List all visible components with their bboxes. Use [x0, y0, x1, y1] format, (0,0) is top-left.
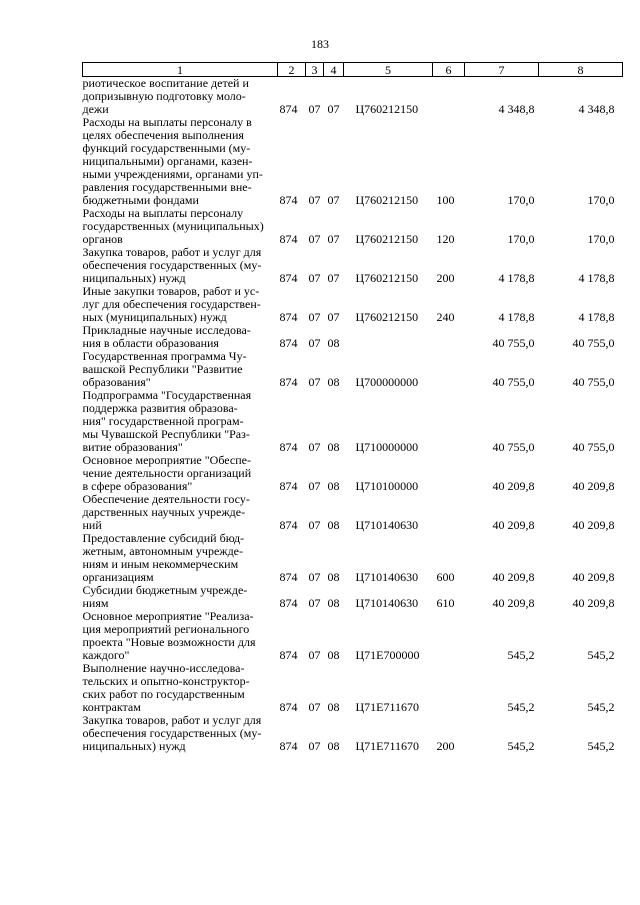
description-line: ских работ по государственным — [82, 687, 245, 701]
target-article-code: Ц760212150 — [355, 232, 419, 246]
subsection-code: 07 — [327, 271, 340, 285]
description-line: допризывную подготовку моло- — [82, 89, 246, 103]
row-description — [83, 324, 278, 350]
description-line: Субсидии бюджетным учрежде- — [82, 583, 248, 597]
grbs-code: 874 — [279, 375, 298, 389]
section-code: 07 — [308, 232, 321, 246]
description-line: дарственных научных учрежде- — [82, 505, 246, 519]
table-row — [83, 454, 623, 493]
expense-type-code — [433, 324, 465, 350]
description-line: государственных (муниципальных) — [82, 219, 264, 233]
grbs-code: 874 — [279, 648, 298, 662]
section-code: 07 — [308, 310, 321, 324]
row-description — [83, 285, 278, 324]
expense-type-code: 200 — [436, 739, 455, 753]
grbs-code: 874 — [279, 102, 298, 116]
description-line: равления государственными вне- — [82, 180, 252, 194]
subsection-code: 08 — [327, 440, 340, 454]
section-code: 07 — [308, 336, 321, 350]
description-line: Закупка товаров, работ и услуг для — [82, 245, 262, 259]
description-line: ния" государственной програм- — [82, 414, 244, 428]
row-description — [83, 246, 278, 285]
column-header-7: 7 — [465, 63, 539, 77]
subsection-code: 08 — [327, 700, 340, 714]
description-line: Иные закупки товаров, работ и ус- — [82, 284, 260, 298]
description-line: ниям и иным некоммерческим — [82, 557, 239, 571]
section-code: 07 — [308, 479, 321, 493]
subsection-code: 08 — [327, 518, 340, 532]
table-row — [83, 584, 623, 610]
subsection-code: 08 — [327, 336, 340, 350]
target-article-code: Ц710140630 — [355, 596, 419, 610]
description-line: луг для обеспечения государствен- — [82, 297, 261, 311]
budget-table — [82, 62, 623, 753]
amount-year-1: 40 209,8 — [492, 570, 535, 584]
description-line: Обеспечение деятельности госу- — [82, 492, 250, 506]
description-line: контрактам — [82, 700, 141, 714]
table-row — [83, 714, 623, 753]
grbs-code: 874 — [279, 596, 298, 610]
section-code: 07 — [308, 739, 321, 753]
row-description — [83, 610, 278, 662]
amount-year-2: 40 209,8 — [572, 518, 615, 532]
grbs-code: 874 — [279, 518, 298, 532]
description-line: организациям — [82, 570, 154, 584]
grbs-code: 874 — [279, 232, 298, 246]
description-line: органов — [82, 232, 123, 246]
expense-type-code: 120 — [436, 232, 455, 246]
description-line: Основное мероприятие "Реализа- — [82, 609, 254, 623]
row-description — [83, 584, 278, 610]
grbs-code: 874 — [279, 440, 298, 454]
subsection-code: 08 — [327, 648, 340, 662]
row-description — [83, 77, 278, 117]
table-row — [83, 285, 623, 324]
amount-year-2: 40 209,8 — [572, 596, 615, 610]
grbs-code: 874 — [279, 479, 298, 493]
amount-year-1: 40 755,0 — [492, 336, 535, 350]
subsection-code: 08 — [327, 739, 340, 753]
target-article-code: Ц71E711670 — [355, 700, 420, 714]
table-row — [83, 493, 623, 532]
row-description — [83, 662, 278, 714]
amount-year-2: 170,0 — [587, 232, 615, 246]
grbs-code: 874 — [279, 193, 298, 207]
column-header-4: 4 — [324, 63, 344, 77]
description-line: Расходы на выплаты персоналу в — [82, 115, 252, 129]
row-description — [83, 714, 278, 753]
row-description — [83, 350, 278, 389]
section-code: 07 — [308, 700, 321, 714]
table-row — [83, 610, 623, 662]
target-article-code: Ц760212150 — [355, 271, 419, 285]
subsection-code: 07 — [327, 102, 340, 116]
expense-type-code — [433, 610, 465, 662]
description-line: функций государственными (му- — [82, 141, 251, 155]
amount-year-2: 545,2 — [587, 739, 615, 753]
amount-year-2: 170,0 — [587, 193, 615, 207]
amount-year-1: 40 209,8 — [492, 596, 535, 610]
description-line: ний — [82, 518, 102, 532]
expense-type-code — [433, 493, 465, 532]
column-header-1: 1 — [83, 63, 278, 77]
description-line: витие образования" — [82, 440, 183, 454]
grbs-code: 874 — [279, 739, 298, 753]
section-code: 07 — [308, 648, 321, 662]
amount-year-1: 545,2 — [507, 648, 535, 662]
subsection-code: 08 — [327, 479, 340, 493]
table-row — [83, 116, 623, 207]
section-code: 07 — [308, 193, 321, 207]
description-line: Прикладные научные исследова- — [82, 323, 251, 337]
amount-year-2: 4 178,8 — [578, 310, 615, 324]
amount-year-2: 40 209,8 — [572, 479, 615, 493]
table-body — [83, 77, 623, 754]
column-header-3: 3 — [306, 63, 324, 77]
target-article-code: Ц760212150 — [355, 310, 419, 324]
description-line: Закупка товаров, работ и услуг для — [82, 713, 262, 727]
description-line: обеспечения государственных (му- — [82, 726, 262, 740]
subsection-code: 07 — [327, 193, 340, 207]
row-description — [83, 454, 278, 493]
description-line: риотическое воспитание детей и — [82, 76, 249, 90]
section-code: 07 — [308, 518, 321, 532]
description-line: ция мероприятий регионального — [82, 622, 250, 636]
section-code: 07 — [308, 271, 321, 285]
grbs-code: 874 — [279, 271, 298, 285]
description-line: бюджетными фондами — [82, 193, 199, 207]
grbs-code: 874 — [279, 336, 298, 350]
column-header-6: 6 — [433, 63, 465, 77]
grbs-code: 874 — [279, 570, 298, 584]
expense-type-code — [433, 77, 465, 117]
description-line: тельских и опытно-конструктор- — [82, 674, 250, 688]
subsection-code: 08 — [327, 596, 340, 610]
amount-year-2: 40 209,8 — [572, 570, 615, 584]
description-line: Основное мероприятие "Обеспе- — [82, 453, 251, 467]
target-article-code: Ц700000000 — [355, 375, 419, 389]
subsection-code: 07 — [327, 310, 340, 324]
row-description — [83, 493, 278, 532]
column-header-8: 8 — [539, 63, 623, 77]
table-row — [83, 389, 623, 454]
description-line: ниципальных) нужд — [82, 271, 186, 285]
amount-year-2: 4 178,8 — [578, 271, 615, 285]
description-line: Предоставление субсидий бюд- — [82, 531, 245, 545]
expense-type-code — [433, 389, 465, 454]
amount-year-2: 4 348,8 — [578, 102, 615, 116]
amount-year-1: 4 178,8 — [498, 310, 535, 324]
row-description — [83, 116, 278, 207]
expense-type-code — [433, 454, 465, 493]
amount-year-1: 4 348,8 — [498, 102, 535, 116]
description-line: Государственная программа Чу- — [82, 349, 247, 363]
target-article-code: Ц71E711670 — [355, 739, 420, 753]
amount-year-1: 40 755,0 — [492, 375, 535, 389]
description-line: образования" — [82, 375, 151, 389]
description-line: ниципальными) органами, казен- — [82, 154, 253, 168]
row-description — [83, 532, 278, 584]
table-row — [83, 77, 623, 117]
description-line: ных (муниципальных) нужд — [82, 310, 227, 324]
amount-year-1: 40 209,8 — [492, 479, 535, 493]
section-code: 07 — [308, 375, 321, 389]
column-header-5: 5 — [344, 63, 433, 77]
amount-year-1: 545,2 — [507, 739, 535, 753]
description-line: в сфере образования" — [82, 479, 193, 493]
amount-year-2: 40 755,0 — [572, 336, 615, 350]
subsection-code: 08 — [327, 570, 340, 584]
subsection-code: 08 — [327, 375, 340, 389]
target-article-code — [344, 324, 433, 350]
description-line: проекта "Новые возможности для — [82, 635, 256, 649]
description-line: целях обеспечения выполнения — [82, 128, 244, 142]
expense-type-code — [433, 350, 465, 389]
table-row — [83, 532, 623, 584]
target-article-code: Ц710140630 — [355, 518, 419, 532]
amount-year-2: 545,2 — [587, 700, 615, 714]
description-line: поддержка развития образова- — [82, 401, 238, 415]
description-line: ния в области образования — [82, 336, 219, 350]
column-header-2: 2 — [278, 63, 306, 77]
row-description — [83, 207, 278, 246]
target-article-code: Ц760212150 — [355, 193, 419, 207]
section-code: 07 — [308, 570, 321, 584]
target-article-code: Ц710100000 — [355, 479, 419, 493]
description-line: каждого" — [82, 648, 130, 662]
table-header-row — [83, 63, 623, 77]
expense-type-code — [433, 662, 465, 714]
amount-year-1: 545,2 — [507, 700, 535, 714]
description-line: ниципальных) нужд — [82, 739, 186, 753]
description-line: Выполнение научно-исследова- — [82, 661, 245, 675]
page-number: 183 — [311, 37, 329, 51]
grbs-code: 874 — [279, 700, 298, 714]
target-article-code: Ц71E700000 — [355, 648, 420, 662]
description-line: Подпрограмма "Государственная — [82, 388, 252, 402]
description-line: мы Чувашской Республики "Раз- — [82, 427, 250, 441]
grbs-code: 874 — [279, 310, 298, 324]
amount-year-2: 40 755,0 — [572, 375, 615, 389]
table-row — [83, 350, 623, 389]
table-row — [83, 207, 623, 246]
target-article-code: Ц760212150 — [355, 102, 419, 116]
description-line: обеспечения государственных (му- — [82, 258, 262, 272]
amount-year-1: 170,0 — [507, 232, 535, 246]
amount-year-1: 170,0 — [507, 193, 535, 207]
expense-type-code: 600 — [436, 570, 455, 584]
description-line: вашской Республики "Развитие — [82, 362, 243, 376]
description-line: дежи — [82, 102, 109, 116]
amount-year-1: 40 209,8 — [492, 518, 535, 532]
table-row — [83, 246, 623, 285]
amount-year-2: 40 755,0 — [572, 440, 615, 454]
description-line: Расходы на выплаты персоналу — [82, 206, 244, 220]
amount-year-1: 4 178,8 — [498, 271, 535, 285]
expense-type-code: 100 — [436, 193, 455, 207]
table-row — [83, 662, 623, 714]
amount-year-1: 40 755,0 — [492, 440, 535, 454]
expense-type-code: 240 — [436, 310, 455, 324]
description-line: ными учреждениями, органами уп- — [82, 167, 263, 181]
description-line: ниям — [82, 596, 109, 610]
description-line: чение деятельности организаций — [82, 466, 252, 480]
table-row — [83, 324, 623, 350]
row-description — [83, 389, 278, 454]
target-article-code: Ц710000000 — [355, 440, 419, 454]
section-code: 07 — [308, 596, 321, 610]
description-line: жетным, автономным учрежде- — [82, 544, 244, 558]
subsection-code: 07 — [327, 232, 340, 246]
target-article-code: Ц710140630 — [355, 570, 419, 584]
section-code: 07 — [308, 102, 321, 116]
expense-type-code: 610 — [436, 596, 455, 610]
section-code: 07 — [308, 440, 321, 454]
amount-year-2: 545,2 — [587, 648, 615, 662]
expense-type-code: 200 — [436, 271, 455, 285]
